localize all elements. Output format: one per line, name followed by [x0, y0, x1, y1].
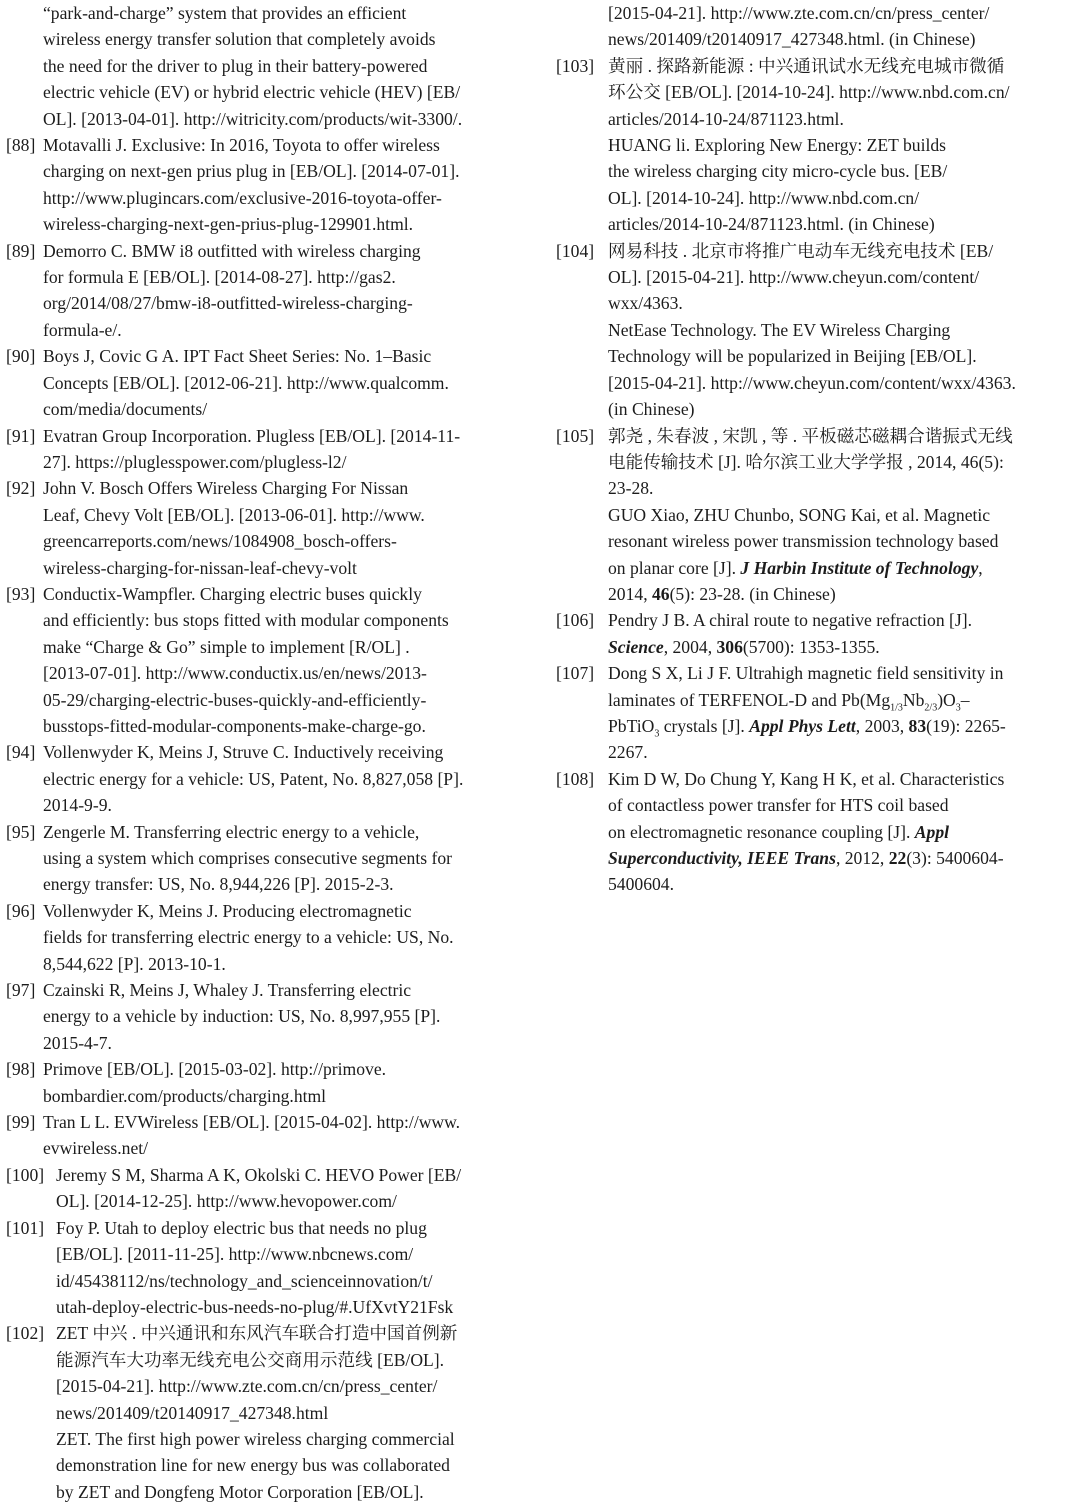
- text-segment: GUO Xiao, ZHU Chunbo, SONG Kai, et al. Magnetic resonant wireless power transmission technology based on planar core [J].: [608, 504, 999, 578]
- reference-number: [98]: [6, 1059, 36, 1080]
- reference-text: Motavalli J. Exclusive: In 2016, Toyota to offer wireless charging on next-gen prius plug in [EB/OL]. [2014-07-01]. http://www.plugincars.com/exclusive-2016-toyota-offer- wireless-charging-next-gen-prius-plug-129901.html.: [43, 135, 460, 235]
- text-segment: , 2012,: [835, 848, 889, 868]
- reference-text: Jeremy S M, Sharma A K, Okolski C. HEVO Power [EB/ OL]. [2014-12-25]. http://www.hevopower.com/: [56, 1164, 462, 1212]
- reference-107: [556, 660, 1070, 766]
- reference-92: [6, 475, 518, 581]
- text-segment: , 2004,: [663, 636, 717, 657]
- subscript: 3: [955, 702, 961, 714]
- reference-number: [95]: [6, 821, 36, 842]
- reference-text: 黄丽 . 探路新能源 : 中兴通讯试水无线充电城市微循 环公交 [EB/OL]. [2014-10-24]. http://www.nbd.com.cn/ articles/2014-10-24/871123.html.: [608, 55, 1010, 129]
- reference-number: [92]: [6, 478, 36, 499]
- text-segment: Nb: [902, 689, 925, 710]
- volume-number: 83: [908, 715, 927, 736]
- text-segment: Pendry J B. A chiral route to negative refraction [J].: [608, 610, 972, 631]
- subscript: 2/3: [924, 702, 938, 714]
- text-segment: – PbTiO: [608, 689, 970, 736]
- text-segment: )O: [937, 689, 956, 710]
- reference-translation: ZET. The first high power wireless charging commercial demonstration line for new energy bus was collaborated by ZET and Dongfeng Motor Corporation [EB/OL].: [56, 1428, 455, 1502]
- reference-text: “park-and-charge” system that provides an efficient wireless energy transfer solution that completely avoids the need for the driver to plug in their battery-powered electric vehicle (EV) or hybrid electric vehicle (HEV) [EB/ OL]. [2013-04-01]. http://witricity.com/products/wit-3300/.: [43, 3, 463, 129]
- text-segment: Dong S X, Li J F. Ultrahigh magnetic field sensitivity in laminates of TERFENOL-D and Pb(Mg: [608, 663, 1004, 710]
- reference-93: [6, 581, 518, 739]
- reference-number: [108]: [556, 768, 595, 789]
- reference-translation: HUANG li. Exploring New Energy: ZET builds the wireless charging city micro-cycle bus. [EB/ OL]. [2014-10-24]. http://www.nbd.com.cn/ articles/2014-10-24/871123.html. (in Chinese): [608, 135, 948, 235]
- reference-text: Vollenwyder K, Meins J. Producing electromagnetic fields for transferring electric energy to a vehicle: US, No. 8,544,622 [P]. 2013-10-1.: [43, 900, 454, 974]
- journal-name: Science: [608, 636, 664, 657]
- reference-number: [99]: [6, 1112, 36, 1133]
- text-segment: (3): 5400604- 5400604.: [608, 848, 1004, 895]
- reference-108: [556, 766, 1070, 898]
- volume-number: 46: [651, 583, 670, 604]
- reference-96: [6, 898, 518, 977]
- journal-name: Appl Superconductivity, IEEE Trans: [608, 821, 950, 868]
- reference-87-continuation: [6, 0, 518, 132]
- reference-text: [556, 766, 1070, 898]
- reference-text: Tran L L. EVWireless [EB/OL]. [2015-04-02]. http://www. evwireless.net/: [43, 1112, 461, 1159]
- reference-number: [107]: [556, 663, 595, 684]
- reference-88: [6, 132, 518, 238]
- reference-text: Evatran Group Incorporation. Plugless [EB/OL]. [2014-11- 27]. https://pluglesspower.com/plugless-l2/: [43, 425, 461, 472]
- reference-104: [556, 238, 1070, 423]
- reference-number: [96]: [6, 900, 36, 921]
- text-segment: (19): 2265- 2267.: [608, 715, 1006, 763]
- reference-text: Conductix-Wampfler. Charging electric buses quickly and efficiently: bus stops fitted with modular components make “Charge & Go” simple to implement [R/OL] . [2013-07-01]. http://www.conductix.us/en/news/2013- 05-29/charging-electric-buses-quickly-and-efficiently- busstops-fitted-modular-components-make-charge-go.: [43, 583, 449, 736]
- reference-number: [100]: [6, 1164, 45, 1185]
- right-column: [556, 0, 1070, 898]
- reference-103: [556, 53, 1070, 238]
- reference-91: [6, 423, 518, 476]
- subscript: 3: [654, 728, 660, 740]
- text-segment: crystals [J].: [659, 715, 750, 736]
- reference-text: Demorro C. BMW i8 outfitted with wireless charging for formula E [EB/OL]. [2014-08-27]. http://gas2. org/2014/08/27/bmw-i8-outfitted-wireless-charging- formula-e/.: [43, 240, 421, 340]
- journal-name: Appl Phys Lett: [749, 715, 856, 736]
- reference-text: Primove [EB/OL]. [2015-03-02]. http://primove. bombardier.com/products/charging.html: [43, 1059, 387, 1106]
- reference-106: [556, 607, 1070, 660]
- reference-102: [6, 1320, 518, 1505]
- reference-number: [97]: [6, 980, 36, 1001]
- subscript: 1/3: [890, 702, 903, 714]
- reference-text: John V. Bosch Offers Wireless Charging For Nissan Leaf, Chevy Volt [EB/OL]. [2013-06-01]. http://www. greencarreports.com/news/1084908_bosch-offers- wireless-charging-for-nissan-leaf-chevy-volt: [43, 478, 425, 578]
- reference-number: [90]: [6, 346, 36, 367]
- volume-number: 306: [716, 636, 743, 657]
- reference-102-continuation: [556, 0, 1070, 53]
- reference-text: Vollenwyder K, Meins J, Struve C. Inductively receiving electric energy for a vehicle: US, Patent, No. 8,827,058 [P]. 2014-9-9.: [43, 742, 464, 816]
- reference-text: Czainski R, Meins J, Whaley J. Transferring electric energy to a vehicle by induction: US, No. 8,997,955 [P]. 2015-4-7.: [43, 980, 441, 1053]
- reference-text: ZET 中兴 . 中兴通讯和东风汽车联合打造中国首例新 能源汽车大功率无线充电公交商用示范线 [EB/OL]. [2015-04-21]. http://www.zte.com.cn/cn/press_center/ news/201409/t20140917_427348.html: [56, 1323, 458, 1423]
- reference-text: 郭尧 , 朱春波 , 宋凯 , 等 . 平板磁芯磁耦合谐振式无线 电能传输技术 [J]. 哈尔滨工业大学学报 , 2014, 46(5): 23-28.: [608, 425, 1013, 499]
- reference-text: Boys J, Covic G A. IPT Fact Sheet Series: No. 1–Basic Concepts [EB/OL]. [2012-06-21]. http://www.qualcomm. com/media/documents/: [43, 346, 449, 420]
- reference-90: [6, 343, 518, 422]
- journal-name: J Harbin Institute of Technology: [740, 557, 979, 578]
- reference-text: 网易科技 . 北京市将推广电动车无线充电技术 [EB/ OL]. [2015-04-21]. http://www.cheyun.com/content/ wxx/4363.: [608, 240, 994, 314]
- reference-number: [106]: [556, 610, 595, 631]
- reference-98: [6, 1056, 518, 1109]
- reference-text: [556, 660, 1070, 766]
- text-segment: (5700): 1353-1355.: [742, 636, 880, 657]
- reference-text: [2015-04-21]. http://www.zte.com.cn/cn/press_center/ news/201409/t20140917_427348.html. (in Chinese): [608, 3, 990, 50]
- reference-number: [104]: [556, 240, 595, 261]
- reference-number: [101]: [6, 1217, 45, 1238]
- volume-number: 22: [888, 848, 907, 868]
- reference-number: [102]: [6, 1323, 45, 1344]
- text-segment: Kim D W, Do Chung Y, Kang H K, et al. Characteristics of contactless power transfer for HTS coil based on electromagnetic resonance coupling [J].: [608, 768, 1005, 842]
- left-column: [6, 0, 518, 1505]
- reference-number: [93]: [6, 583, 36, 604]
- reference-translation: NetEase Technology. The EV Wireless Charging Technology will be popularized in Beijing [EB/OL]. [2015-04-21]. http://www.cheyun.com/content/wxx/4363. (in Chinese): [608, 319, 1016, 420]
- reference-number: [94]: [6, 742, 36, 763]
- text-segment: , 2014,: [608, 557, 983, 604]
- reference-95: [6, 819, 518, 898]
- reference-89: [6, 238, 518, 344]
- reference-97: [6, 977, 518, 1056]
- reference-number: [89]: [6, 240, 36, 261]
- reference-number: [88]: [6, 135, 36, 156]
- reference-99: [6, 1109, 518, 1162]
- reference-number: [105]: [556, 425, 595, 446]
- reference-number: [91]: [6, 425, 36, 446]
- reference-text: [556, 607, 1070, 660]
- reference-100: [6, 1162, 518, 1215]
- reference-translation: [556, 502, 1070, 608]
- reference-101: [6, 1215, 518, 1321]
- reference-105: [556, 423, 1070, 608]
- text-segment: (5): 23-28. (in Chinese): [669, 583, 836, 604]
- reference-number: [103]: [556, 55, 595, 76]
- text-segment: , 2003,: [855, 715, 909, 736]
- reference-text: Foy P. Utah to deploy electric bus that needs no plug [EB/OL]. [2011-11-25]. http://www.nbcnews.com/ id/45438112/ns/technology_and_scienceinnovation/t/ utah-deploy-electric-bus-needs-no-plug/#.UfXvtY21Fsk: [56, 1217, 454, 1317]
- reference-94: [6, 739, 518, 818]
- reference-text: Zengerle M. Transferring electric energy to a vehicle, using a system which comprises consecutive segments for energy transfer: US, No. 8,944,226 [P]. 2015-2-3.: [43, 821, 452, 895]
